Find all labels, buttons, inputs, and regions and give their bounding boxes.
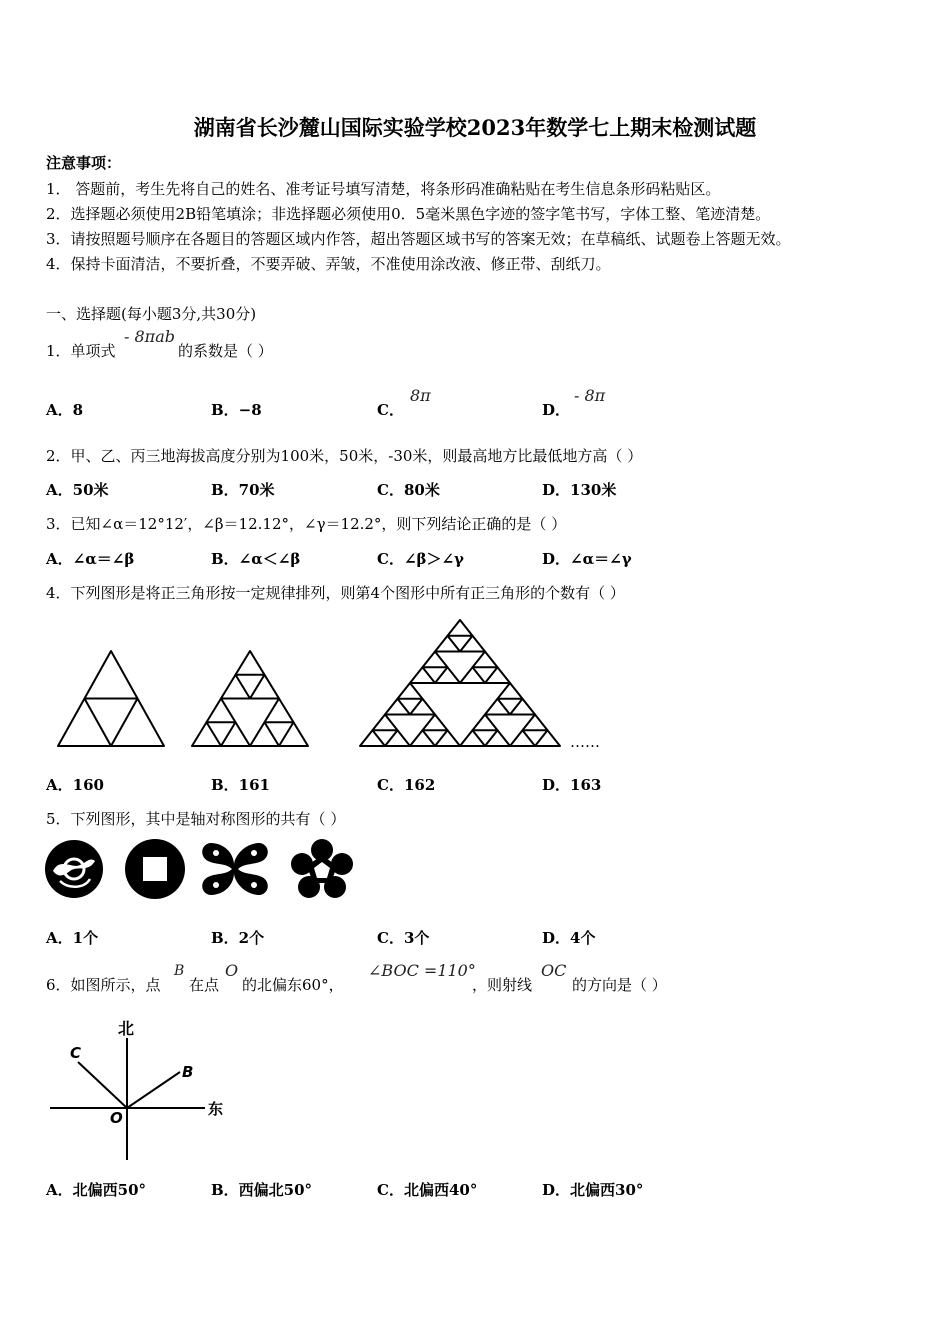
section-heading: 一、选择题(每小题3分,共30分) — [46, 305, 257, 323]
q6-point-b: B — [174, 963, 185, 979]
q4-ellipsis: …… — [570, 733, 600, 751]
notice-item: 3．请按照题号顺序在各题目的答题区域内作答，超出答题区域书写的答案无效；在草稿纸、试题卷上答题无效。 — [46, 230, 791, 248]
coin-symbol-icon — [125, 839, 185, 899]
q5-option-c: C．3个 — [377, 929, 430, 947]
q6-stem-mid3: ，则射线 — [472, 976, 533, 994]
q6-direction-figure — [40, 1010, 240, 1165]
q1-stem-pre: 1．单项式 — [46, 342, 116, 360]
q6-figure-north-label: 北 — [118, 1019, 135, 1038]
q1-option-c-expr: 8π — [410, 386, 431, 405]
q3-stem: 3．已知∠α＝12°12′，∠β＝12.12°，∠γ＝12.2°，则下列结论正确的是（ ） — [46, 515, 567, 533]
q6-ray-oc: OC — [541, 961, 567, 980]
triangle-figure-1 — [58, 651, 164, 746]
q6-point-o: O — [225, 961, 239, 980]
q1-expression: - 8πab — [124, 327, 175, 346]
q4-option-b: B．161 — [211, 776, 270, 794]
q6-option-b: B．西偏北50° — [211, 1181, 313, 1199]
q6-stem-post: 的方向是（ ） — [572, 976, 667, 994]
q3-option-c: C．∠β＞∠γ — [377, 550, 464, 568]
q2-option-b: B．70米 — [211, 481, 275, 499]
q6-option-c: C．北偏西40° — [377, 1181, 478, 1199]
notice-heading: 注意事项： — [46, 154, 122, 172]
triangle-figure-2 — [192, 651, 308, 746]
knot-symbol-icon — [202, 843, 268, 895]
q6-stem-pre: 6．如图所示，点 — [46, 976, 161, 994]
notice-item: 4．保持卡面清洁，不要折叠，不要弄破、弄皱，不准使用涂改液、修正带、刮纸刀。 — [46, 255, 611, 273]
triangle-figure-3 — [360, 620, 560, 746]
q6-figure-label-o: O — [110, 1109, 123, 1127]
q6-figure-label-c: C — [70, 1044, 82, 1062]
q1-option-c: C． — [377, 401, 404, 419]
q6-stem-mid1: 在点 — [189, 976, 220, 994]
q5-option-a: A．1个 — [46, 929, 99, 947]
q3-option-b: B．∠α＜∠β — [211, 550, 301, 568]
q1-option-b: B．−8 — [211, 401, 262, 419]
q4-option-c: C．162 — [377, 776, 436, 794]
q6-angle-expression: ∠BOC =110° — [368, 961, 476, 980]
q2-option-c: C．80米 — [377, 481, 440, 499]
q2-option-a: A．50米 — [46, 481, 109, 499]
q4-triangle-pattern-figure — [40, 615, 620, 755]
q6-figure-label-b: B — [182, 1063, 194, 1081]
q1-option-a: A．8 — [46, 401, 84, 419]
page-title: 湖南省长沙麓山国际实验学校2023年数学七上期末检测试题 — [193, 115, 757, 140]
pentagon-flower-icon — [291, 839, 353, 898]
swirl-symbol-icon — [45, 840, 103, 898]
q4-option-d: D．163 — [542, 776, 602, 794]
q6-stem-mid2: 的北偏东60°， — [242, 976, 344, 994]
q5-option-d: D．4个 — [542, 929, 596, 947]
q6-figure-east-label: 东 — [208, 1100, 224, 1118]
q5-option-b: B．2个 — [211, 929, 265, 947]
q4-stem: 4．下列图形是将正三角形按一定规律排列，则第4个图形中所有正三角形的个数有（ ） — [46, 584, 625, 602]
q5-symmetry-figures — [40, 835, 370, 905]
notice-item: 2．选择题必须使用2B铅笔填涂；非选择题必须使用0．5毫米黑色字迹的签字笔书写，字体工整、笔迹清楚。 — [46, 205, 771, 223]
q6-option-d: D．北偏西30° — [542, 1181, 644, 1199]
q1-option-d: D． — [542, 401, 571, 419]
q3-option-d: D．∠α＝∠γ — [542, 550, 632, 568]
q1-stem-post: 的系数是（ ） — [178, 342, 273, 360]
q2-option-d: D．130米 — [542, 481, 617, 499]
q2-stem: 2．甲、乙、丙三地海拔高度分别为100米，50米，-30米，则最高地方比最低地方高（ ） — [46, 447, 643, 465]
q5-stem: 5．下列图形，其中是轴对称图形的共有（ ） — [46, 810, 346, 828]
q3-option-a: A．∠α＝∠β — [46, 550, 135, 568]
q4-option-a: A．160 — [46, 776, 104, 794]
q1-option-d-expr: - 8π — [574, 386, 606, 405]
notice-item: 1． 答题前，考生先将自己的姓名、准考证号填写清楚，将条形码准确粘贴在考生信息条形码粘贴区。 — [46, 180, 721, 198]
q6-option-a: A．北偏西50° — [46, 1181, 147, 1199]
